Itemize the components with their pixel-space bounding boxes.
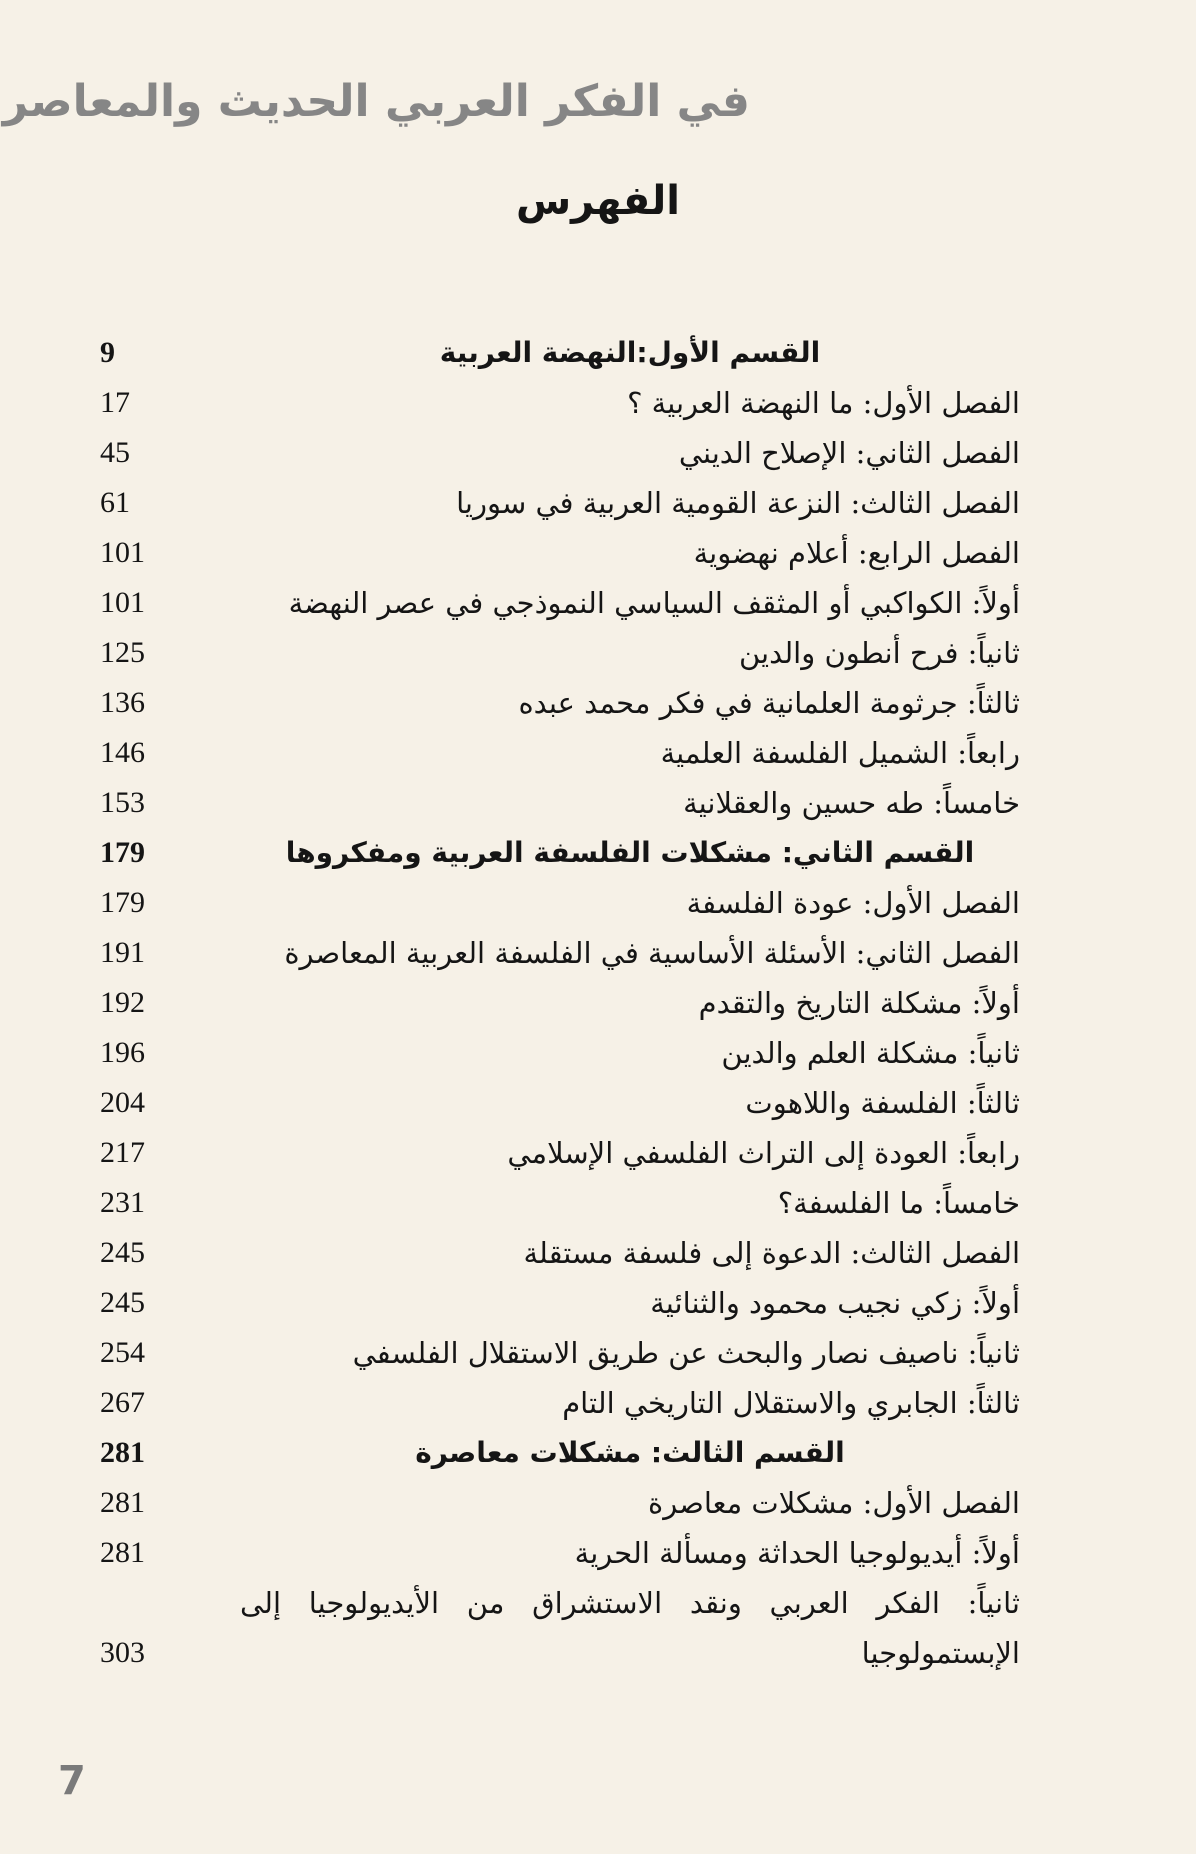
- toc-entry-label: خامساً: طه حسين والعقلانية: [683, 786, 1020, 820]
- toc-entry-page: 196: [100, 1036, 145, 1069]
- toc-entry: [100, 528, 1020, 578]
- toc-entry-label: القسم الثالث: مشكلات معاصرة: [415, 1436, 845, 1469]
- toc-section-heading: [100, 828, 1020, 878]
- toc-entry-label: الفصل الأول: مشكلات معاصرة: [648, 1486, 1020, 1520]
- toc-entry: [100, 1178, 1020, 1228]
- toc-entry-label: الفصل الثالث: النزعة القومية العربية في سوريا: [456, 486, 1020, 520]
- toc-entry: [100, 1028, 1020, 1078]
- toc-entry-page: 146: [100, 736, 145, 769]
- toc-entry-label: الفصل الثاني: الأسئلة الأساسية في الفلسفة العربية المعاصرة: [284, 936, 1020, 970]
- toc-entry: [100, 1528, 1020, 1578]
- toc-entry-page: 231: [100, 1186, 145, 1219]
- toc-entry: [100, 778, 1020, 828]
- toc-entry-label: الفصل الثالث: الدعوة إلى فلسفة مستقلة: [523, 1236, 1020, 1270]
- toc-section-heading: [100, 1428, 1020, 1478]
- toc-entry: [100, 728, 1020, 778]
- toc-entry: [100, 1378, 1020, 1428]
- toc-entry-page: 204: [100, 1086, 145, 1119]
- toc-entry: [100, 578, 1020, 628]
- toc-entry-label: أولاً: مشكلة التاريخ والتقدم: [698, 986, 1020, 1020]
- toc-entry-page: 281: [100, 1536, 145, 1569]
- toc-entry-page: 101: [100, 536, 145, 569]
- toc-entry-label: رابعاً: الشميل الفلسفة العلمية: [660, 736, 1020, 770]
- toc-entry-label: القسم الثاني: مشكلات الفلسفة العربية ومفكروها: [285, 836, 975, 869]
- toc-entry-label: ثانياً: ناصيف نصار والبحث عن طريق الاستقلال الفلسفي: [352, 1336, 1020, 1370]
- toc-entry-label: الفصل الأول: عودة الفلسفة: [686, 886, 1020, 920]
- toc-entry: [100, 428, 1020, 478]
- toc-entry-page: 45: [100, 436, 130, 469]
- toc-entry: [100, 1578, 1020, 1678]
- toc-entry-page: 179: [100, 836, 145, 869]
- toc-entry: [100, 678, 1020, 728]
- toc-entry-page: 17: [100, 386, 130, 419]
- toc-entry-page: 101: [100, 586, 145, 619]
- page-number: 7: [58, 1758, 86, 1804]
- toc-entry-page: 267: [100, 1386, 145, 1419]
- toc-entry: [100, 478, 1020, 528]
- toc-entry-page: 245: [100, 1236, 145, 1269]
- toc-entry-label: أولاً: الكواكبي أو المثقف السياسي النموذجي في عصر النهضة: [288, 586, 1020, 620]
- toc-entry-label: ثانياً: فرح أنطون والدين: [738, 636, 1020, 670]
- toc-section-heading: [100, 328, 1020, 378]
- toc-entry-page: 9: [100, 336, 115, 369]
- table-of-contents: [100, 328, 1020, 1678]
- toc-entry-page: 254: [100, 1336, 145, 1369]
- toc-entry-label: ثانياً: الفكر العربي ونقد الاستشراق من الأيديولوجيا إلى الإبستمولوجيا: [240, 1586, 1020, 1670]
- toc-entry: [100, 978, 1020, 1028]
- toc-entry-page: 61: [100, 486, 130, 519]
- toc-entry-label: ثانياً: مشكلة العلم والدين: [721, 1036, 1020, 1070]
- toc-entry-page: 281: [100, 1436, 145, 1469]
- toc-entry-label: الفصل الأول: ما النهضة العربية ؟: [627, 386, 1020, 420]
- toc-entry-page: 153: [100, 786, 145, 819]
- toc-entry-page: 191: [100, 936, 145, 969]
- toc-entry: [100, 1228, 1020, 1278]
- toc-title: الفهرس: [515, 178, 680, 224]
- toc-entry-label: ثالثاً: جرثومة العلمانية في فكر محمد عبده: [518, 686, 1020, 720]
- toc-entry-label: رابعاً: العودة إلى التراث الفلسفي الإسلامي: [507, 1136, 1020, 1170]
- toc-entry: [100, 628, 1020, 678]
- toc-entry-label: أولاً: أيديولوجيا الحداثة ومسألة الحرية: [574, 1536, 1020, 1570]
- toc-entry-page: 245: [100, 1286, 145, 1319]
- toc-entry: [100, 1478, 1020, 1528]
- toc-entry: [100, 928, 1020, 978]
- toc-entry: [100, 378, 1020, 428]
- toc-entry-label: ثالثاً: الجابري والاستقلال التاريخي التام: [562, 1386, 1020, 1420]
- toc-entry: [100, 1328, 1020, 1378]
- toc-entry-label: ثالثاً: الفلسفة واللاهوت: [745, 1086, 1020, 1120]
- toc-entry: [100, 878, 1020, 928]
- toc-entry-label: الفصل الرابع: أعلام نهضوية: [693, 536, 1020, 570]
- toc-entry-page: 303: [100, 1636, 145, 1669]
- toc-entry-label: أولاً: زكي نجيب محمود والثنائية: [650, 1286, 1020, 1320]
- running-head: في الفكر العربي الحديث والمعاصر: [2, 76, 750, 127]
- toc-entry-page: 125: [100, 636, 145, 669]
- toc-entry-page: 281: [100, 1486, 145, 1519]
- toc-entry-label: القسم الأول:النهضة العربية: [439, 336, 821, 369]
- toc-entry: [100, 1078, 1020, 1128]
- toc-entry: [100, 1278, 1020, 1328]
- toc-entry-page: 179: [100, 886, 145, 919]
- toc-entry: [100, 1128, 1020, 1178]
- toc-entry-page: 217: [100, 1136, 145, 1169]
- toc-entry-label: خامساً: ما الفلسفة؟: [777, 1186, 1020, 1220]
- toc-entry-label: الفصل الثاني: الإصلاح الديني: [678, 436, 1020, 470]
- toc-entry-page: 136: [100, 686, 145, 719]
- toc-entry-page: 192: [100, 986, 145, 1019]
